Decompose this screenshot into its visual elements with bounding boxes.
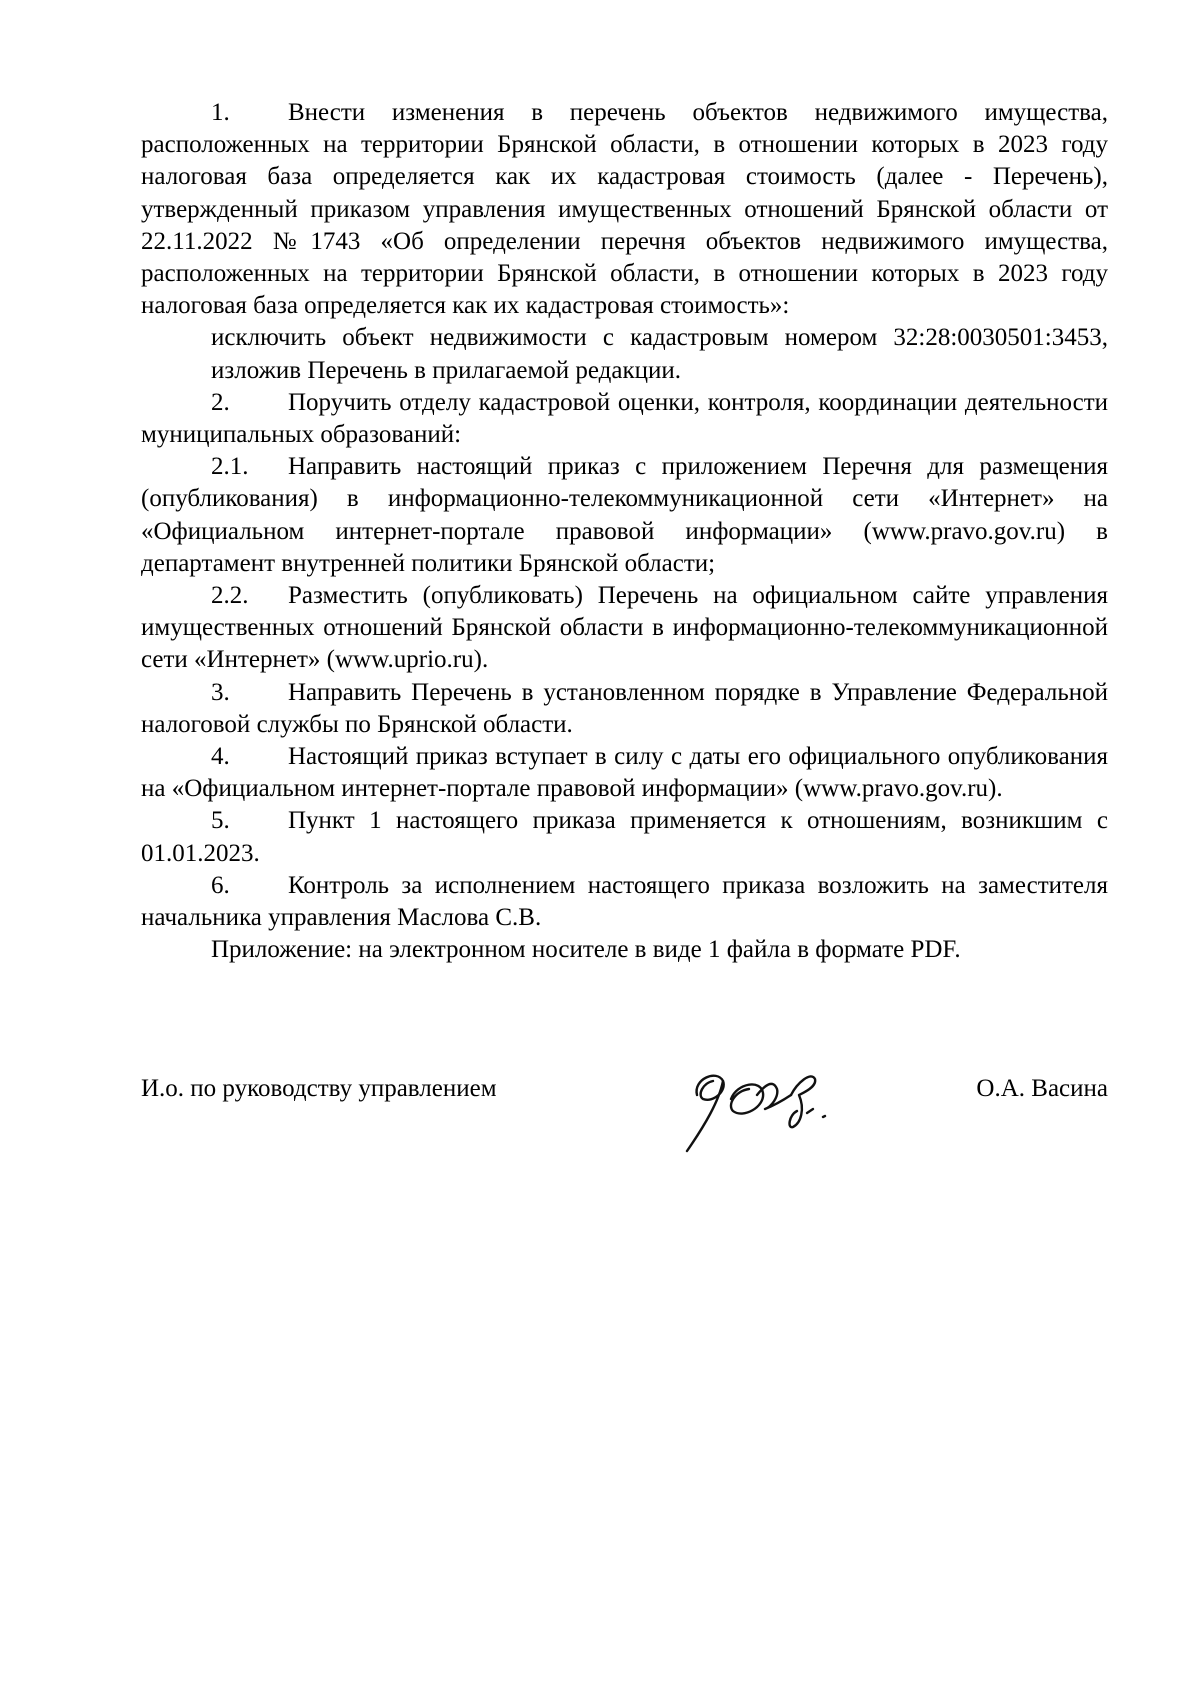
item-3 xyxy=(141,677,1108,741)
item-1 xyxy=(141,97,1108,322)
signatory-name: О.А. Васина xyxy=(976,1075,1108,1102)
item-5 xyxy=(141,805,1108,869)
item-text: исключить объект недвижимости с кадастровым номером 32:28:0030501:3453, изложив Перечень в прилагаемой редакции. xyxy=(211,324,1108,384)
item-text: Разместить (опубликовать) Перечень на официальном сайте управления имущественных отношений Брянской области в информационно-телекоммуникационной сети «Интернет» (www.uprio.ru). xyxy=(141,582,1108,674)
item-number: 4. xyxy=(211,743,230,771)
item-4 xyxy=(141,741,1108,805)
attachment-note xyxy=(141,934,1108,966)
item-number: 1. xyxy=(211,99,230,126)
item-2-2 xyxy=(141,580,1108,677)
item-text: Поручить отделу кадастровой оценки, контроля, координации деятельности муниципальных образований: xyxy=(141,388,1108,449)
signatory-role: И.о. по руководству управлением xyxy=(141,1075,497,1102)
item-text: Приложение: на электронном носителе в виде 1 файла в формате PDF. xyxy=(211,936,961,964)
item-2 xyxy=(141,387,1108,451)
item-number: 2.2. xyxy=(211,582,249,610)
item-number: 6. xyxy=(211,871,230,899)
item-text: Направить Перечень в установленном порядке в Управление Федеральной налоговой службы по Брянской области. xyxy=(141,678,1108,738)
item-number: 2. xyxy=(211,388,230,416)
item-6 xyxy=(141,870,1108,934)
item-text: Направить настоящий приказ с приложением Перечня для размещения (опубликования) в информационно-телекоммуникационной сети «Интернет» на «Официальном интернет-портале правовой информации» (www.pravo.gov.ru) в департамент внутренней политики Брянской области; xyxy=(141,453,1108,577)
handwritten-signature xyxy=(679,1065,839,1155)
item-number: 5. xyxy=(211,807,230,835)
order-body xyxy=(141,97,1108,966)
item-text: Пункт 1 настоящего приказа применяется к отношениям, возникшим с 01.01.2023. xyxy=(141,807,1108,867)
item-2-1 xyxy=(141,451,1108,580)
item-number: 2.1. xyxy=(211,453,249,481)
item-1-exclusion xyxy=(141,322,1108,386)
item-text: Внести изменения в перечень объектов недвижимого имущества, расположенных на территории Брянской области, в отношении которых в 2023 году налоговая база определяется как их кадастровая стоимость (далее - Перечень), утвержденный приказом управления имущественных отношений Брянской области от 22.11.2022 №1743 «Об определении перечня объектов недвижимого имущества, расположенных на территории Брянской области, в отношении которых в 2023 году налоговая база определяется как их кадастровая стоимость»: xyxy=(141,99,1108,320)
item-text: Контроль за исполнением настоящего приказа возложить на заместителя начальника управления Маслова С.В. xyxy=(141,871,1108,932)
item-text: Настоящий приказ вступает в силу с даты его официального опубликования на «Официальном интернет-портале правовой информации» (www.pravo.gov.ru). xyxy=(141,743,1108,803)
signature-block xyxy=(141,1073,1108,1153)
item-number: 3. xyxy=(211,678,230,706)
